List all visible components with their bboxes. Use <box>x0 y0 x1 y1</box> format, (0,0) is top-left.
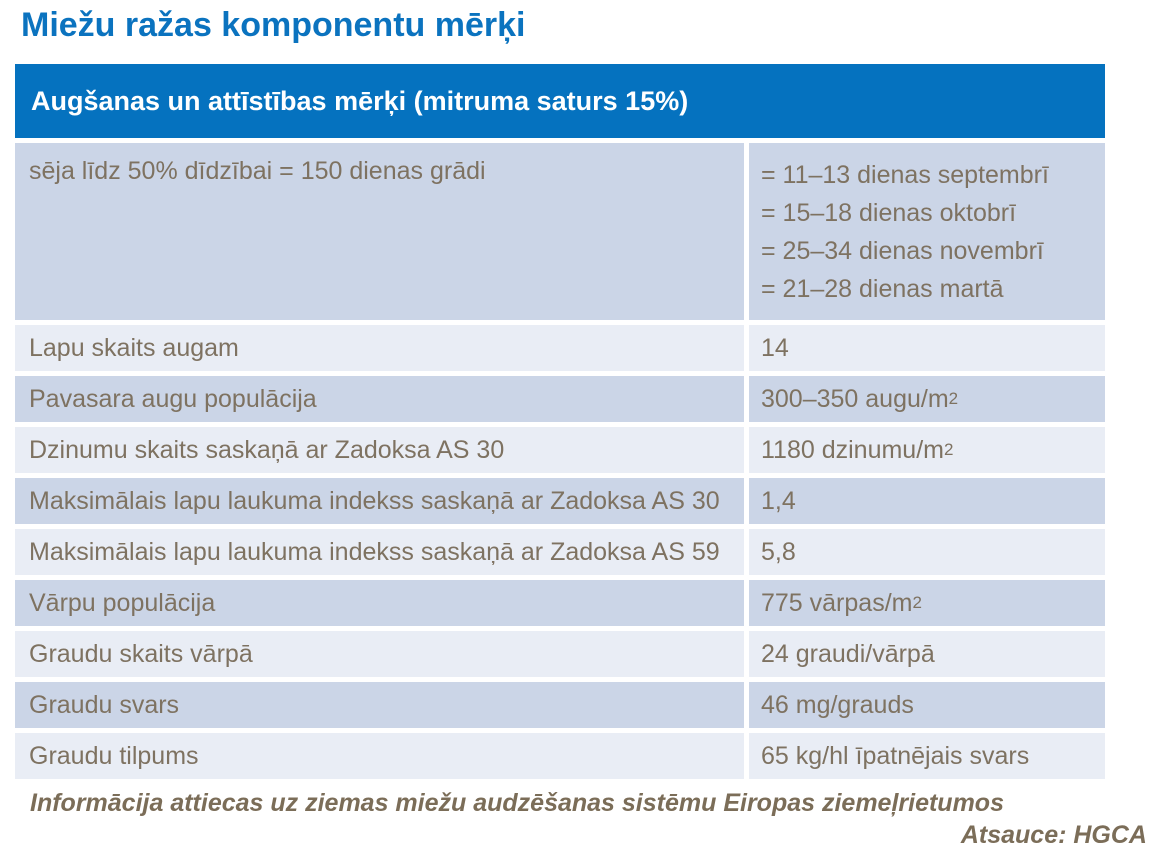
value-text: 46 mg/grauds <box>761 690 914 719</box>
footer-source: Atsauce: HGCA <box>960 821 1147 849</box>
table-row <box>15 376 1105 422</box>
row-label: Lapu skaits augam <box>15 325 744 371</box>
table-row <box>15 325 1105 371</box>
row-value: 300–350 augu/m 2 <box>749 376 1105 422</box>
page-title: Miežu ražas komponentu mērķi <box>21 6 526 44</box>
row-value <box>749 733 1105 779</box>
table-row <box>15 143 1105 320</box>
targets-table <box>11 60 1109 783</box>
value-text: 65 kg/hl īpatnējais svars <box>761 741 1030 770</box>
value-line: = 21–28 dienas martā <box>761 275 1004 303</box>
value-text: 1,4 <box>761 486 796 515</box>
footer-note: Informācija attiecas uz ziemas miežu audzēšanas sistēmu Eiropas ziemeļrietumos <box>30 789 1004 817</box>
table-row <box>15 427 1105 473</box>
row-value <box>749 325 1105 371</box>
row-value <box>749 682 1105 728</box>
value-text: 14 <box>761 333 789 362</box>
table-row <box>15 580 1105 626</box>
row-label: Maksimālais lapu laukuma indekss saskaņā ar Zadoksa AS 30 <box>15 478 744 524</box>
row-label: Pavasara augu populācija <box>15 376 744 422</box>
value-line: = 11–13 dienas septembrī <box>761 161 1049 189</box>
table-row <box>15 733 1105 779</box>
row-label: Graudu svars <box>15 682 744 728</box>
row-value <box>749 143 1105 320</box>
row-value <box>749 529 1105 575</box>
row-value <box>749 478 1105 524</box>
value-text: 775 vārpas/m <box>761 588 913 617</box>
table-row <box>15 631 1105 677</box>
row-label: Maksimālais lapu laukuma indekss saskaņā ar Zadoksa AS 59 <box>15 529 744 575</box>
value-line: = 15–18 dienas oktobrī <box>761 199 1017 227</box>
value-text: 300–350 augu/m <box>761 384 949 413</box>
table-row <box>15 478 1105 524</box>
row-value: 1180 dzinumu/m 2 <box>749 427 1105 473</box>
table-row <box>15 529 1105 575</box>
row-label: Dzinumu skaits saskaņā ar Zadoksa AS 30 <box>15 427 744 473</box>
row-label: Graudu skaits vārpā <box>15 631 744 677</box>
row-value <box>749 631 1105 677</box>
row-label: sēja līdz 50% dīdzībai = 150 dienas grādi <box>15 143 744 320</box>
row-label: Graudu tilpums <box>15 733 744 779</box>
value-text: 24 graudi/vārpā <box>761 639 935 668</box>
table-row <box>15 682 1105 728</box>
value-text: 1180 dzinumu/m <box>761 435 944 464</box>
table-header: Augšanas un attīstības mērķi (mitruma saturs 15%) <box>15 64 1105 138</box>
value-line: = 25–34 dienas novembrī <box>761 237 1044 265</box>
value-text: 5,8 <box>761 537 796 566</box>
row-label: Vārpu populācija <box>15 580 744 626</box>
row-value: 775 vārpas/m 2 <box>749 580 1105 626</box>
